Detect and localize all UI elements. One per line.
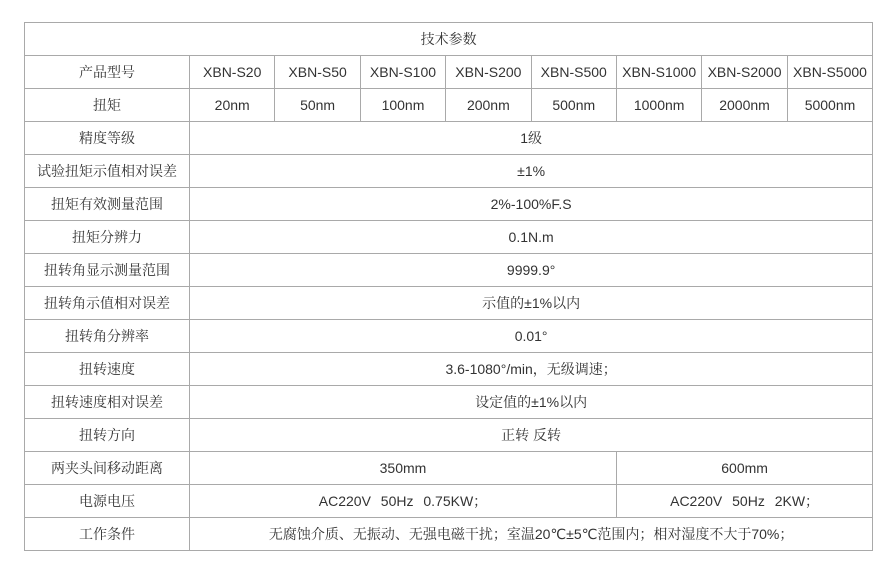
row-value: 设定值的±1%以内 [190, 386, 873, 419]
row-value-left: 350mm [190, 452, 617, 485]
table-row-spec [25, 122, 873, 155]
model-cell: XBN-S100 [360, 56, 445, 89]
row-label: 扭转角显示测量范围 [25, 254, 190, 287]
row-label: 扭转速度相对误差 [25, 386, 190, 419]
row-label: 扭转速度 [25, 353, 190, 386]
table-row-split [25, 485, 873, 518]
model-cell: XBN-S2000 [702, 56, 787, 89]
table-row-spec [25, 386, 873, 419]
table-row-models [25, 56, 873, 89]
table-title: 技术参数 [25, 23, 873, 56]
table-row-spec [25, 353, 873, 386]
tech-spec-table [24, 22, 873, 551]
row-label: 扭矩分辨力 [25, 221, 190, 254]
row-label: 扭转角示值相对误差 [25, 287, 190, 320]
torque-cell: 200nm [446, 89, 531, 122]
row-value: 0.01° [190, 320, 873, 353]
table-row-split [25, 452, 873, 485]
row-label: 扭转角分辨率 [25, 320, 190, 353]
table-row-spec [25, 419, 873, 452]
row-label: 扭矩 [25, 89, 190, 122]
model-cell: XBN-S200 [446, 56, 531, 89]
row-value: ±1% [190, 155, 873, 188]
model-cell: XBN-S500 [531, 56, 616, 89]
row-value: 示值的±1%以内 [190, 287, 873, 320]
model-cell: XBN-S1000 [616, 56, 701, 89]
table-row-spec [25, 188, 873, 221]
torque-cell: 20nm [190, 89, 275, 122]
row-label: 电源电压 [25, 485, 190, 518]
torque-cell: 100nm [360, 89, 445, 122]
row-label: 产品型号 [25, 56, 190, 89]
row-value-right: AC220V 50Hz 2KW； [616, 485, 872, 518]
table-row-title [25, 23, 873, 56]
row-label: 扭转方向 [25, 419, 190, 452]
row-value: 2%-100%F.S [190, 188, 873, 221]
tech-spec-table-container [24, 22, 873, 551]
model-cell: XBN-S5000 [787, 56, 873, 89]
row-label: 两夹头间移动距离 [25, 452, 190, 485]
row-value: 1级 [190, 122, 873, 155]
row-value: 无腐蚀介质、无振动、无强电磁干扰；室温20℃±5℃范围内；相对湿度不大于70%； [190, 518, 873, 551]
row-value-right: 600mm [616, 452, 872, 485]
model-cell: XBN-S20 [190, 56, 275, 89]
torque-cell: 2000nm [702, 89, 787, 122]
torque-cell: 1000nm [616, 89, 701, 122]
torque-cell: 50nm [275, 89, 360, 122]
torque-cell: 5000nm [787, 89, 873, 122]
table-row-spec [25, 287, 873, 320]
table-row-spec [25, 320, 873, 353]
model-cell: XBN-S50 [275, 56, 360, 89]
row-value: 0.1N.m [190, 221, 873, 254]
table-row-spec [25, 221, 873, 254]
table-row-torque [25, 89, 873, 122]
row-label: 精度等级 [25, 122, 190, 155]
table-row-spec [25, 518, 873, 551]
row-label: 试验扭矩示值相对误差 [25, 155, 190, 188]
row-label: 工作条件 [25, 518, 190, 551]
table-row-spec [25, 155, 873, 188]
row-label: 扭矩有效测量范围 [25, 188, 190, 221]
table-row-spec [25, 254, 873, 287]
row-value: 3.6-1080°/min，无级调速； [190, 353, 873, 386]
row-value-left: AC220V 50Hz 0.75KW； [190, 485, 617, 518]
torque-cell: 500nm [531, 89, 616, 122]
row-value: 正转 反转 [190, 419, 873, 452]
row-value: 9999.9° [190, 254, 873, 287]
